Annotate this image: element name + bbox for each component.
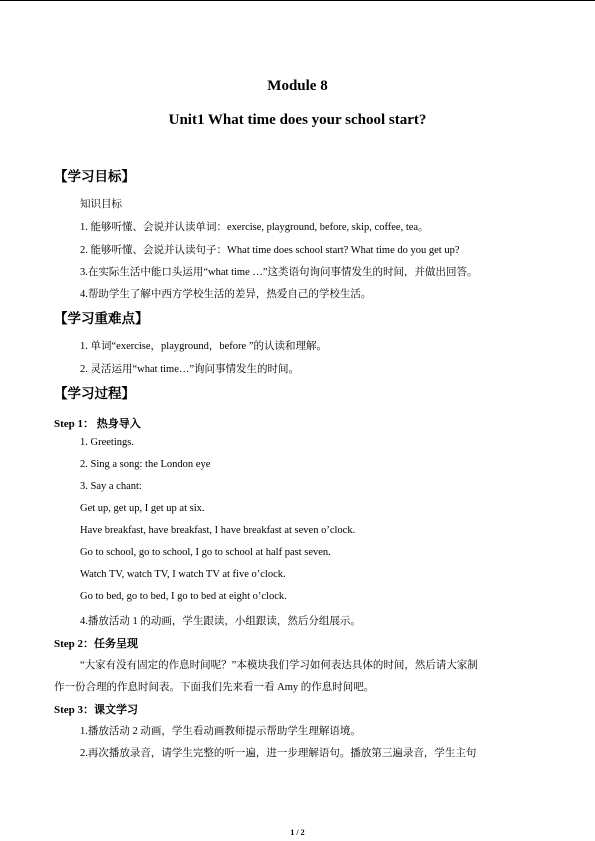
step-2-label: Step 2：任务呈现	[54, 638, 139, 650]
step1-item: 4.播放活动 1 的动画，学生跟读，小组跟读，然后分组展示。	[80, 616, 361, 627]
step3-item: 2.再次播放录音，请学生完整的听一遍，进一步理解语句。播放第三遍录音，学生主句	[80, 748, 477, 759]
step2-paragraph-line: 作一份合理的作息时间表。下面我们先来看一看 Amy 的作息时间吧。	[54, 682, 375, 693]
chant-line: Get up, get up, I get up at six.	[80, 503, 205, 514]
chant-line: Go to school, go to school, I go to school at half past seven.	[80, 547, 331, 558]
step1-item: 3. Say a chant:	[80, 481, 142, 492]
goal-item: 4.帮助学生了解中西方学校生活的差异，热爱自己的学校生活。	[80, 289, 372, 300]
goal-item: 1. 能够听懂、会说并认读单词：exercise, playground, before, skip, coffee, tea。	[80, 222, 429, 233]
step2-paragraph-line: “大家有没有固定的作息时间呢？”本模块我们学习如何表达具体的时间，然后请大家制	[80, 660, 478, 671]
page-number: 1 / 2	[290, 828, 305, 837]
step-1-label: Step 1： 热身导入	[54, 418, 141, 430]
step1-item: 2. Sing a song: the London eye	[80, 459, 211, 470]
chant-line: Go to bed, go to bed, I go to bed at eight o’clock.	[80, 591, 287, 602]
chant-line: Have breakfast, have breakfast, I have breakfast at seven o’clock.	[80, 525, 356, 536]
step3-item: 1.播放活动 2 动画，学生看动画教师提示帮助学生理解语境。	[80, 726, 361, 737]
page-top-rule	[0, 0, 595, 1]
section-heading-keypoints: 【学习重难点】	[54, 311, 149, 326]
goal-item: 2. 能够听懂、会说并认读句子：What time does school start? What time do you get up?	[80, 245, 460, 256]
goal-item: 3.在实际生活中能口头运用“what time …”这类语句询问事情发生的时间，并做出回答。	[80, 267, 478, 278]
step-3-label: Step 3：课文学习	[54, 704, 139, 716]
step1-item: 1. Greetings.	[80, 437, 134, 448]
goals-subheading: 知识目标	[80, 199, 122, 210]
keypoint-item: 2. 灵活运用“what time…”询问事情发生的时间。	[80, 364, 300, 375]
section-heading-process: 【学习过程】	[54, 386, 135, 401]
section-heading-goals: 【学习目标】	[54, 169, 135, 184]
chant-line: Watch TV, watch TV, I watch TV at five o’clock.	[80, 569, 286, 580]
module-title: Module 8	[267, 78, 328, 94]
unit-title: Unit1 What time does your school start?	[168, 112, 427, 128]
keypoint-item: 1. 单词“exercise，playground，before ”的认读和理解。	[80, 341, 327, 352]
